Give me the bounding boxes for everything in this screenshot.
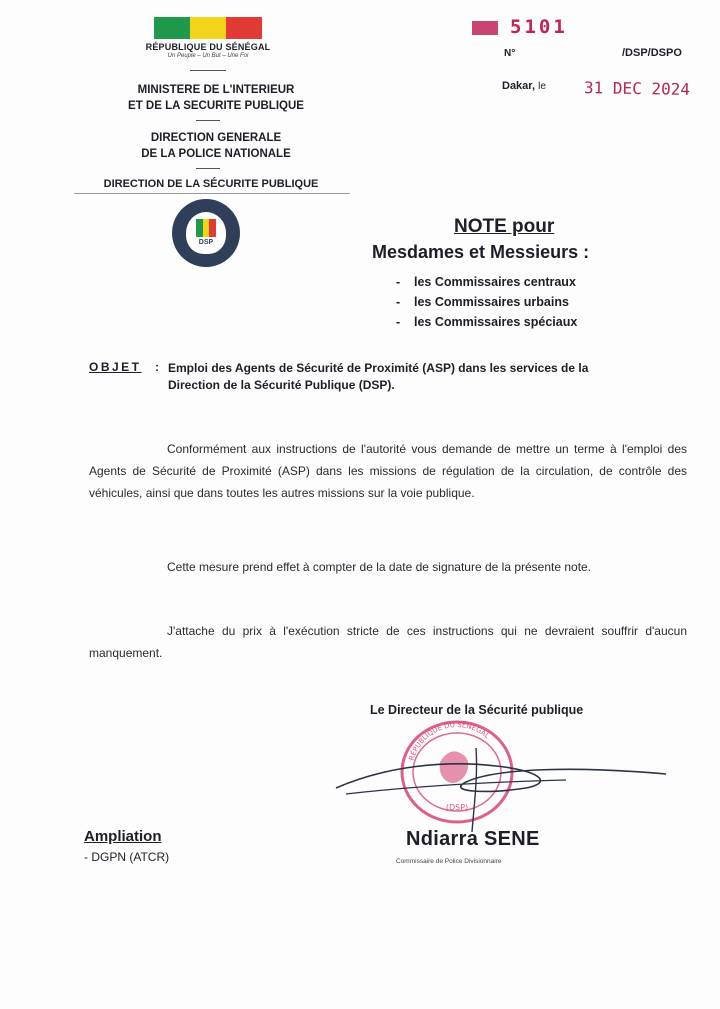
emblem-flag-green: [196, 219, 203, 237]
date-prefix: le: [538, 81, 546, 92]
date-stamp: 31 DEC 2024: [583, 78, 691, 99]
seal-label: (DSP): [445, 803, 469, 812]
direction-securite-publique: DIRECTION DE LA SÉCURITE PUBLIQUE: [103, 178, 319, 190]
recipient-item: - les Commissaires centraux: [396, 272, 577, 292]
dsp-emblem-flag: [196, 219, 216, 237]
signatory-title: Le Directeur de la Sécurité publique: [370, 703, 584, 717]
flag-green-band: [154, 17, 190, 39]
ministry-line-2: ET DE LA SECURITE PUBLIQUE: [128, 100, 304, 112]
direction-generale-line-1: DIRECTION GENERALE: [150, 132, 282, 144]
city-name: Dakar,: [502, 80, 536, 92]
recipient-item: - les Commissaires spéciaux: [396, 312, 577, 332]
note-addressees: Mesdames et Messieurs :: [372, 242, 590, 262]
emblem-flag-yellow: [203, 219, 210, 237]
divider: [196, 168, 220, 169]
objet-label: OBJET: [89, 360, 142, 374]
ampliation-title: Ampliation: [84, 828, 162, 845]
handwritten-signature: [326, 736, 676, 836]
divider: [74, 193, 350, 194]
recipients-list: [396, 272, 577, 332]
republic-name: RÉPUBLIQUE DU SÉNÉGAL: [145, 42, 271, 52]
ministry-name: [96, 82, 336, 114]
stamp-mark: [472, 21, 498, 35]
number-label: N°: [504, 48, 516, 59]
body-paragraph-2: Cette mesure prend effet à compter de la date de signature de la présente note.: [167, 560, 592, 574]
stamp-number-value: 5101: [510, 16, 568, 38]
direction-generale-line-2: DE LA POLICE NATIONALE: [141, 148, 291, 160]
body-paragraph-1: Conformément aux instructions de l'autorité vous demande de mettre un terme à l'emploi des Agents de Sécurité de Proximité (ASP) dans les missions de régulation de la circulation, de contrôle des véhicules, ainsi que dans toutes les autres missions sur la voie publique.: [89, 442, 687, 500]
signatory-name: Ndiarra SENE: [406, 828, 540, 850]
flag-yellow-band: [190, 17, 226, 39]
body-paragraph-3: J'attache du prix à l'exécution stricte de ces instructions qui ne devraient souffrir d'aucun manquement.: [89, 624, 687, 660]
dsp-emblem-label: DSP: [198, 239, 214, 246]
direction-generale: [96, 130, 336, 162]
national-motto: Un Peuple – Un But – Une Foi: [167, 53, 249, 59]
signatory-rank: Commissaire de Police Divisionnaire: [396, 858, 502, 865]
note-title: NOTE pour: [454, 216, 555, 237]
flag-red-band: [226, 17, 262, 39]
place-line: [502, 80, 546, 92]
divider: [190, 70, 226, 71]
signature-stroke-vertical: [472, 748, 477, 832]
seal-ring-text: RÉPUBLIQUE DU SÉNÉGAL: [407, 720, 491, 762]
objet-colon: :: [155, 360, 159, 374]
recipient-item: - les Commissaires urbains: [396, 292, 577, 312]
senegal-flag: [154, 17, 262, 39]
emblem-flag-red: [209, 219, 216, 237]
divider: [196, 120, 220, 121]
signature-stroke-main: [336, 764, 666, 792]
ampliation-item: - DGPN (ATCR): [84, 850, 170, 864]
ministry-line-1: MINISTERE DE L'INTERIEUR: [137, 84, 295, 96]
objet-text: Emploi des Agents de Sécurité de Proximité (ASP) dans les services de la Direction de la Sécurité Publique (DSP).: [168, 361, 589, 392]
reference-code: /DSP/DSPO: [622, 47, 682, 59]
registration-stamp-number: [472, 16, 568, 38]
